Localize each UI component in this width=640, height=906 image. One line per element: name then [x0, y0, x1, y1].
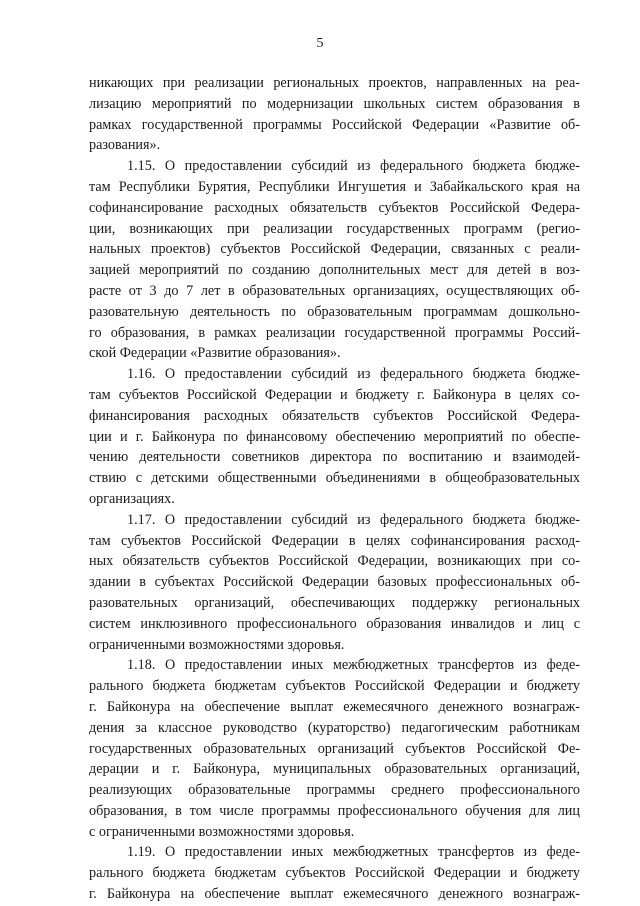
paragraph [89, 364, 580, 510]
paragraph-line: с ограниченными возможностями здоровья. [89, 823, 355, 840]
paragraph [89, 156, 580, 364]
paragraph-line: 1.18. О предоставлении иных межбюджетных трансфертов из феде- [127, 657, 580, 674]
paragraph-line: 1.19. О предоставлении иных межбюджетных трансфертов из феде- [127, 844, 580, 861]
paragraph-line: разования». [89, 137, 161, 154]
document-body [89, 73, 580, 905]
paragraph-line: реализующих образовательные программы среднего профессионального [89, 782, 580, 799]
paragraph-line: разовательную деятельность по образовательным программам дошкольно- [89, 303, 580, 320]
paragraph-line: софинансирование расходных обязательств субъектов Российской Федера- [89, 199, 580, 216]
paragraph-line: там субъектов Российской Федерации в целях софинансирования расход- [89, 532, 580, 549]
paragraph [89, 842, 580, 904]
paragraph-line: там Республики Бурятия, Республики Ингушетия и Забайкальского края на [89, 178, 580, 195]
paragraph-line: ции, возникающих при реализации государственных программ (регио- [89, 220, 580, 237]
paragraph-line: организациях. [89, 490, 175, 507]
paragraph-line: ограниченными возможностями здоровья. [89, 636, 345, 653]
paragraph-line: дерации и г. Байконура, муниципальных образовательных организаций, [89, 761, 580, 778]
paragraph-line: зацией мероприятий по созданию дополнительных мест для детей в воз- [89, 262, 580, 279]
paragraph-line: рального бюджета бюджетам субъектов Российской Федерации и бюджету [89, 678, 580, 695]
paragraph-line: лизацию мероприятий по модернизации школьных систем образования в [89, 95, 580, 112]
paragraph-line: г. Байконура на обеспечение выплат ежемесячного денежного вознаграж- [89, 698, 580, 715]
paragraph-line: 1.17. О предоставлении субсидий из федерального бюджета бюдже- [127, 511, 580, 528]
paragraph-line: дения за классное руководство (кураторство) педагогическим работникам [89, 719, 580, 736]
paragraph [89, 73, 580, 156]
paragraph-line: никающих при реализации региональных проектов, направленных на реа- [89, 75, 580, 91]
paragraph-line: ствию с детскими общественными объединениями в общеобразовательных [89, 470, 580, 487]
paragraph-line: ных обязательств субъектов Российской Федерации, возникающих при со- [89, 553, 580, 570]
paragraph-line: го образования, в рамках реализации государственной программы Россий- [89, 324, 580, 341]
paragraph-line: здании в субъектах Российской Федерации базовых профессиональных об- [89, 574, 580, 591]
paragraph-line: нальных проектов) субъектов Российской Федерации, связанных с реали- [89, 241, 580, 258]
paragraph-line: там субъектов Российской Федерации и бюджету г. Байконура в целях со- [89, 386, 580, 403]
page-number: 5 [316, 36, 324, 51]
paragraph [89, 655, 580, 842]
paragraph-line: ской Федерации «Развитие образования». [89, 345, 341, 362]
paragraph-line: финансирования расходных обязательств субъектов Российской Федера- [89, 407, 580, 424]
paragraph [89, 510, 580, 656]
paragraph-line: разовательных организаций, обеспечивающих поддержку региональных [89, 594, 580, 611]
paragraph-line: г. Байконура на обеспечение выплат ежемесячного денежного вознаграж- [89, 886, 580, 903]
paragraph-line: рамках государственной программы Российской Федерации «Развитие об- [89, 116, 580, 133]
paragraph-line: 1.16. О предоставлении субсидий из федерального бюджета бюдже- [127, 366, 580, 383]
paragraph-line: систем инклюзивного профессионального образования инвалидов и лиц с [89, 615, 580, 632]
paragraph-line: расте от 3 до 7 лет в образовательных организациях, осуществляющих об- [89, 282, 580, 299]
paragraph-line: чению деятельности советников директора по воспитанию и взаимодей- [89, 449, 580, 466]
paragraph-line: 1.15. О предоставлении субсидий из федерального бюджета бюдже- [127, 158, 580, 175]
paragraph-line: образования, в том числе программы профессионального обучения для лиц [89, 802, 580, 819]
paragraph-line: ции и г. Байконура по финансовому обеспечению мероприятий по обеспе- [89, 428, 580, 445]
paragraph-line: рального бюджета бюджетам субъектов Российской Федерации и бюджету [89, 865, 580, 882]
paragraph-line: государственных образовательных организаций субъектов Российской Фе- [89, 740, 580, 757]
